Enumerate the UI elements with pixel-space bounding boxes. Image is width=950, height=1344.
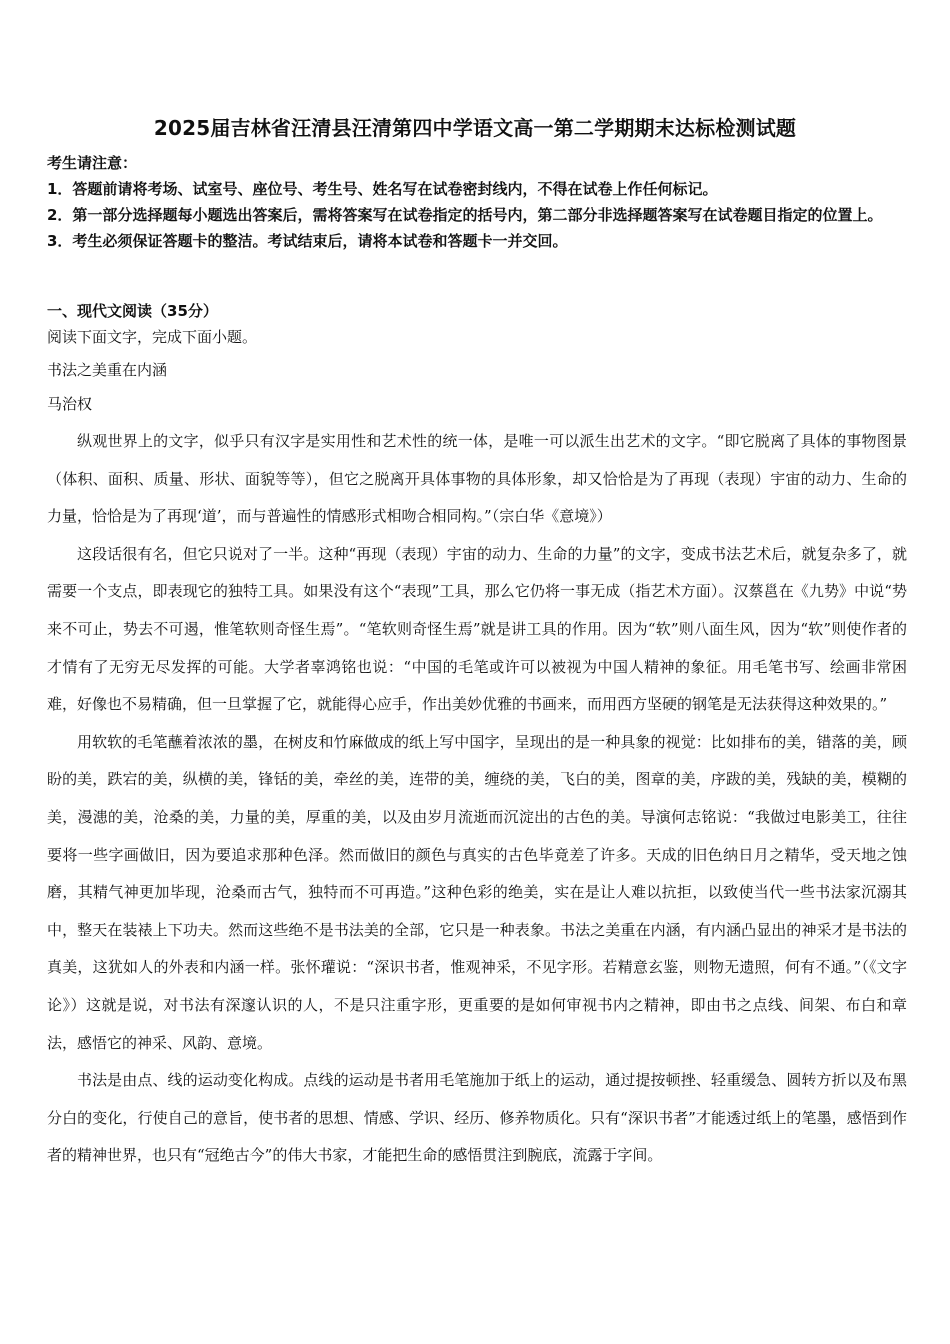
notice-item: 1．答题前请将考场、试室号、座位号、考生号、姓名写在试卷密封线内，不得在试卷上作任何标记。 bbox=[47, 180, 718, 198]
document-title: 2025届吉林省汪清县汪清第四中学语文高一第二学期期末达标检测试题 bbox=[153, 116, 797, 140]
article-title: 书法之美重在内涵 bbox=[47, 361, 168, 379]
exam-notice bbox=[47, 150, 907, 254]
article-paragraph: 书法是由点、线的运动变化构成。点线的运动是书者用毛笔施加于纸上的运动，通过提按顿挫、轻重缓急、圆转方折以及布黑分白的变化，行使自己的意旨，使书者的思想、情感、学识、经历、修养物质化。只有“深识书者”才能透过纸上的笔墨，感悟到作者的精神世界，也只有“冠绝古今”的伟大书家，才能把生命的感悟贯注到腕底，流露于字间。 bbox=[47, 1071, 907, 1165]
article-paragraph: 这段话很有名，但它只说对了一半。这种“再现（表现）宇宙的动力、生命的力量”的文字，变成书法艺术后，就复杂多了，就需要一个支点，即表现它的独特工具。如果没有这个“表现”工具，那么它仍将一事无成（指艺术方面）。汉蔡邕在《九势》中说“势来不可止，势去不可遏，惟笔软则奇怪生焉”。“笔软则奇怪生焉”就是讲工具的作用。因为“软”则八面生风，因为“软”则使作者的才情有了无穷无尽发挥的可能。大学者辜鸿铭也说：“中国的毛笔或许可以被视为中国人精神的象征。用毛笔书写、绘画非常困难，好像也不易精确，但一旦掌握了它，就能得心应手，作出美妙优雅的书画来，而用西方坚硬的钢笔是无法获得这种效果的。” bbox=[47, 544, 907, 714]
article-paragraph: 纵观世界上的文字，似乎只有汉字是实用性和艺术性的统一体，是唯一可以派生出艺术的文字。“即它脱离了具体的事物图景（体积、面积、质量、形状、面貌等等），但它之脱离开具体事物的具体形象，却又恰恰是为了再现（表现）宇宙的动力、生命的力量，恰恰是为了再现‘道’，而与普遍性的情感形式相吻合相同构。”（宗白华《意境》） bbox=[47, 432, 907, 526]
article-paragraph: 用软软的毛笔蘸着浓浓的墨，在树皮和竹麻做成的纸上写中国字，呈现出的是一种具象的视觉：比如排布的美，错落的美，顾盼的美，跌宕的美，纵横的美，锋铦的美，牵丝的美，连带的美，缠绕的美，飞白的美，图章的美，序跋的美，残缺的美，模糊的美，漫漶的美，沧桑的美，力量的美，厚重的美，以及由岁月流逝而沉淀出的古色的美。导演何志铭说：“我做过电影美工，往往要将一些字画做旧，因为要追求那种色泽。然而做旧的颜色与真实的古色毕竟差了许多。天成的旧色纳日月之精华，受天地之蚀磨，其精气神更加毕现，沧桑而古气，独特而不可再造。”这种色彩的绝美，实在是让人难以抗拒，以致使当代一些书法家沉溺其中，整天在装裱上下功夫。然而这些绝不是书法美的全部，它只是一种表象。书法之美重在内涵，有内涵凸显出的神采才是书法的真美，这犹如人的外表和内涵一样。张怀瓘说：“深识书者，惟观神采，不见字形。若精意玄鉴，则物无遗照，何有不通。”（《文字论》）这就是说，对书法有深邃认识的人，不是只注重字形，更重要的是如何审视书内之精神，即由书之点线、间架、布白和章法，感悟它的神采、风韵、意境。 bbox=[47, 732, 907, 1052]
notice-item: 2．第一部分选择题每小题选出答案后，需将答案写在试卷指定的括号内，第二部分非选择题答案写在试卷题目指定的位置上。 bbox=[47, 206, 883, 224]
notice-heading: 考生请注意： bbox=[47, 154, 138, 172]
section-heading: 一、现代文阅读（35分） bbox=[47, 302, 218, 320]
notice-item: 3．考生必须保证答题卡的整洁。考试结束后，请将本试卷和答题卡一并交回。 bbox=[47, 232, 568, 250]
section-instruction: 阅读下面文字，完成下面小题。 bbox=[47, 328, 258, 346]
article-author: 马治权 bbox=[47, 395, 93, 413]
article-body bbox=[47, 423, 907, 1175]
